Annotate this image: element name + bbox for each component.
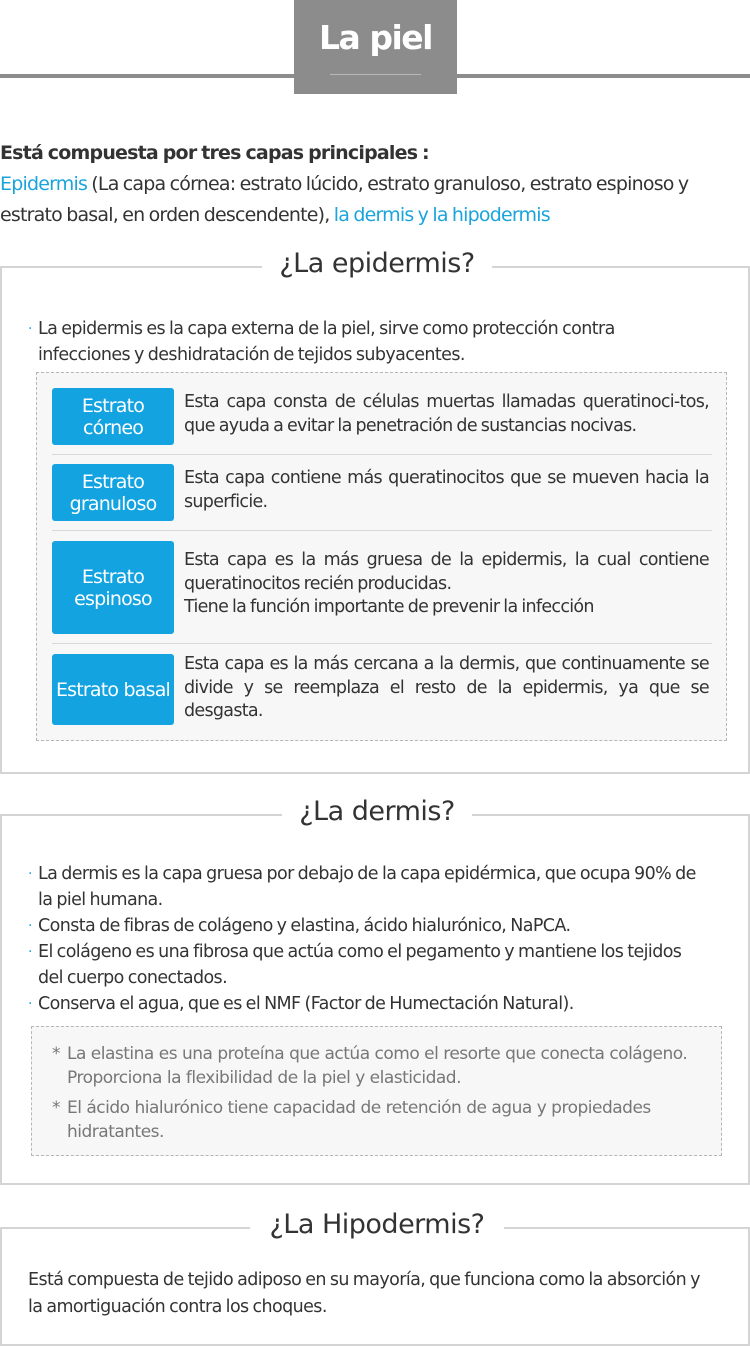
layer-desc-corneo: Esta capa consta de células muertas llamadas queratinoci-tos, que ayuda a evitar la penetración de sustancias nocivas.: [184, 392, 709, 436]
title-underline: [330, 74, 421, 75]
dermis-notes-box: [31, 1026, 722, 1156]
page-title: La piel: [319, 18, 432, 57]
hipodermis-text: Está compuesta de tejido adiposo en su mayoría, que funciona como la absorción y la amortiguación contra los choques.: [28, 1270, 700, 1317]
layer-badge-corneo: Estrato córneo: [52, 388, 174, 445]
layer-badge-basal: Estrato basal: [52, 654, 174, 725]
layer-desc-basal: Esta capa es la más cercana a la dermis, que continuamente se divide y se reemplaza el resto de la epidermis, ya que se desgasta.: [184, 654, 709, 721]
epidermis-title: ¿La epidermis?: [262, 248, 492, 279]
list-item: · Conserva el agua, que es el NMF (Factor de Humectación Natural).: [28, 991, 708, 1017]
intro-paragraph: [0, 138, 750, 231]
note-item: * La elastina es una proteína que actúa como el resorte que conecta colágeno. Proporciona la flexibilidad de la piel y elasticidad.: [52, 1044, 688, 1088]
bullet-dot-icon: ·: [28, 996, 32, 1012]
title-tab: [294, 0, 457, 94]
dermis-title: ¿La dermis?: [282, 796, 472, 827]
bullet-dot-icon: ·: [28, 866, 32, 882]
hipodermis-section: [0, 1209, 750, 1346]
bullet-dot-icon: ·: [28, 944, 32, 960]
layer-desc-granuloso: Esta capa contiene más queratinocitos que se mueven hacia la superficie.: [184, 468, 709, 512]
divider: [52, 643, 712, 644]
dermis-section: [0, 796, 750, 1185]
note-item: * El ácido hialurónico tiene capacidad de retención de agua y propiedades hidratantes.: [52, 1098, 651, 1142]
intro-heading: Está compuesta por tres capas principales :: [0, 142, 429, 164]
layer-desc-espinoso: Esta capa es la más gruesa de la epidermis, la cual contiene queratinocitos recién producidas. Tiene la función importante de prevenir la infección: [184, 550, 709, 617]
layer-badge-espinoso: Estrato espinoso: [52, 541, 174, 634]
epidermis-layers-box: [36, 372, 727, 741]
divider: [52, 454, 712, 455]
list-item: · La epidermis es la capa externa de la piel, sirve como protección contra infecciones y deshidratación de tejidos subyacentes.: [28, 316, 708, 368]
asterisk-icon: *: [52, 1044, 60, 1064]
list-item: · La dermis es la capa gruesa por debajo de la capa epidérmica, que ocupa 90% de la piel humana.: [28, 861, 708, 913]
epidermis-bullets: [28, 316, 708, 368]
bullet-dot-icon: ·: [28, 321, 32, 337]
hipodermis-title: ¿La Hipodermis?: [250, 1209, 504, 1240]
asterisk-icon: *: [52, 1098, 60, 1118]
list-item: · Consta de fibras de colágeno y elastina, ácido hialurónico, NaPCA.: [28, 913, 708, 939]
intro-highlight-epidermis: Epidermis: [0, 173, 88, 195]
epidermis-section: [0, 248, 750, 774]
dermis-bullets: [28, 861, 708, 1017]
layer-badge-granuloso: Estrato granuloso: [52, 464, 174, 521]
intro-highlight-dermis: la dermis y la hipodermis: [333, 204, 550, 226]
bullet-dot-icon: ·: [28, 918, 32, 934]
intro-text: (La capa córnea: estrato lúcido, estrato granuloso, estrato espinoso y estrato basal, en orden descendente),: [0, 173, 689, 226]
list-item: · El colágeno es una fibrosa que actúa como el pegamento y mantiene los tejidos del cuerpo conectados.: [28, 939, 708, 991]
divider: [52, 530, 712, 531]
